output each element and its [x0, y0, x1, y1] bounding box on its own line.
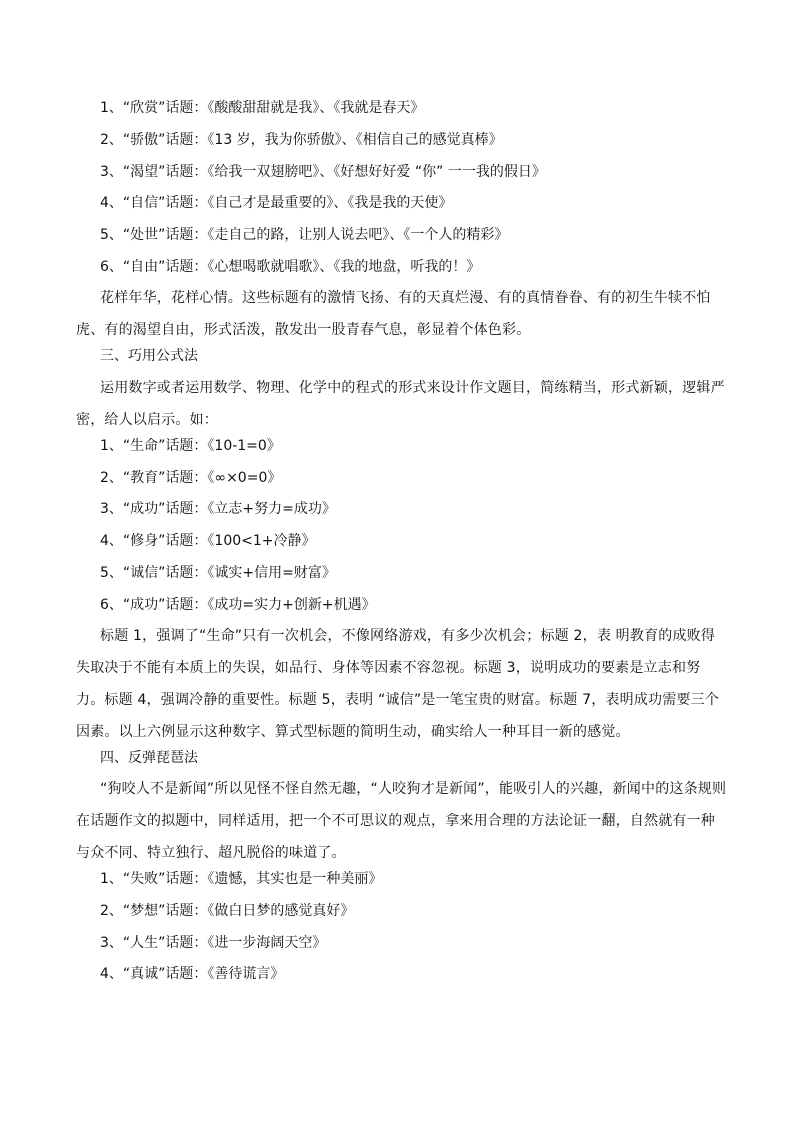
list-item: 3、“渴望”话题：《给我一双翅膀吧》、《好想好好爱 “你” 一一我的假日》 [100, 163, 546, 180]
list-item: 4、“真诚”话题：《善待谎言》 [100, 966, 285, 983]
list-item: 1、“欣赏”话题：《酸酸甜甜就是我》、《我就是春天》 [100, 100, 425, 116]
list-item: 1、“失败”话题：《遗憾，其实也是一种美丽》 [100, 870, 383, 887]
section4-intro: “狗咬人不是新闻”所以见怪不怪自然无趣，“人咬狗才是新闻”，能吸引人的兴趣，新闻中的这条规则在话题作文的拟题中，同样适用，把一个不可思议的观点，拿来用合理的方法论证一翻，自然就有一种与众不同、特立独行、超凡脱俗的味道了。 [76, 781, 727, 861]
paragraph-block [76, 283, 728, 347]
section3-intro: 运用数字或者运用数学、物理、化学中的程式的形式来设计作文题目，简练精当，形式新颖，逻辑严密，给人以启示。如： [76, 379, 725, 428]
section-heading: 四、反弹琵琶法 [100, 749, 198, 766]
document-body [76, 98, 728, 996]
list-item: 4、“修身”话题：《100<1+冷静》 [100, 533, 316, 550]
section2-summary: 花样年华，花样心情。这些标题有的激情飞扬、有的天真烂漫、有的真情眷眷、有的初生牛犊不怕虎、有的渴望自由，形式活泼，散发出一股青春气息，彰显着个体色彩。 [76, 290, 711, 339]
list-item: 5、“诚信”话题：《诚实+信用=财富》 [100, 564, 336, 581]
section-heading: 三、巧用公式法 [100, 348, 198, 365]
list-item: 6、“成功”话题：《成功=实力+创新+机遇》 [100, 596, 376, 613]
list-item: 4、“自信”话题：《自己才是最重要的》、《我是我的天使》 [100, 195, 453, 212]
paragraph-block [76, 621, 728, 748]
list-item: 1、“生命”话题：《10-1=0》 [100, 437, 281, 454]
list-item: 2、“骄傲”话题：《13 岁，我为你骄傲》、《相信自己的感觉真棒》 [100, 131, 503, 148]
list-item: 6、“自由”话题：《心想喝歌就唱歌》、《我的地盘，听我的！》 [100, 258, 481, 275]
list-item: 2、“梦想”话题：《做白日梦的感觉真好》 [100, 902, 355, 919]
paragraph-block [76, 373, 728, 437]
list-item: 2、“教育”话题：《∞×0=0》 [100, 469, 282, 486]
list-item: 5、“处世”话题：《走自己的路，让别人说去吧》、《一个人的精彩》 [100, 227, 509, 244]
paragraph-block [76, 774, 728, 869]
list-item: 3、“成功”话题：《立志+努力=成功》 [100, 501, 336, 518]
section3-summary: 标题 1，强调了“生命”只有一次机会，不像网络游戏，有多少次机会；标题 2，表 明教育的成败得失取决于不能有本质上的失误，如品行、身体等因素不容忽视。标题 3，说明成功的要素是立志和努力。标题 4，强调冷静的重要性。标题 5，表明 “诚信”是一笔宝贵的财富。标题 7，表明成功需要三个因素。以上六例显示这种数字、算式型标题的简明生动，确实给人一种耳目一新的感觉。 [76, 628, 720, 740]
list-item: 3、“人生”话题：《进一步海阔天空》 [100, 934, 327, 951]
